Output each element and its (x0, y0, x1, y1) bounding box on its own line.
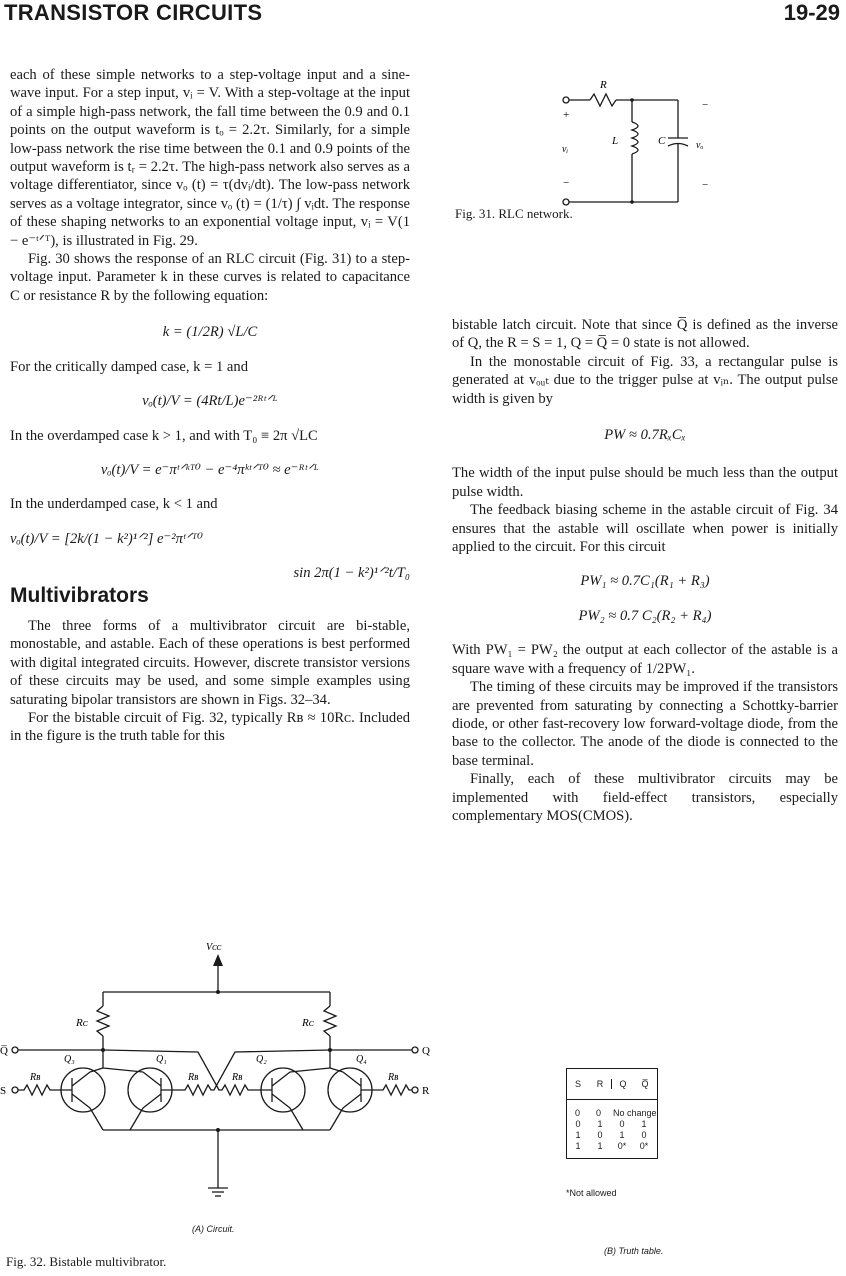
equation: PW₂ ≈ 0.7 C₂(R₂ + R₄) (578, 607, 712, 624)
table-cell: 0 (596, 1108, 602, 1118)
table-row (567, 1119, 657, 1130)
plus-sign: + (563, 109, 570, 121)
paragraph: The timing of these circuits may be improved if the transistors are prevented from saturating by connecting a Schottky-barrier diode, or other fast-recovery low forward-voltage diode, from the base to the collector. The anode of the diode is connected to the base terminal. (452, 679, 838, 769)
table-cell: 0* (617, 1141, 627, 1151)
bistable-circuit-figure (0, 940, 440, 1210)
paragraph: In the underdamped case, k < 1 and (10, 496, 218, 513)
equation: vₒ(t)/V = [2k/(1 − k²)¹ᐟ²] e⁻²πᵗᐟᵀ⁰ (10, 530, 204, 547)
table-row (567, 1130, 657, 1141)
inductor-label: L (612, 135, 619, 147)
table-cell: 1 (597, 1141, 603, 1151)
paragraph: each of these simple networks to a step-voltage input and a sine-wave input. For a step input, vᵢ = V. With a step-voltage at the input of a simple high-pass network, the fall time between the 0.9 and 0.1 points on the output waveform is tₒ = 2.2τ. Similarly, for a simple low-pass network the rise time between the 0.1 and 0.9 points of the output waveform is tᵣ = 2.2τ. The high-pass network also serves as a voltage differentiator, since vₒ (t) = τ(dvᵢ/dt). The low-pass network serves as a voltage integrator, since vₒ (t) = (1/τ) ∫ vᵢdt. The response of these shaping networks to an exponential voltage input, vᵢ = V(1 − e⁻ᵗᐟᵀ), is illustrated in Fig. 29. (10, 67, 410, 249)
section-heading: Multivibrators (10, 583, 149, 607)
paragraph: The feedback biasing scheme in the astable circuit of Fig. 34 ensures that the astable will oscillate when power is initially applied to the circuit. For this circuit (452, 502, 838, 556)
input-voltage-label: vᵢ (562, 144, 569, 155)
table-header-cell: S (574, 1079, 581, 1089)
paragraph: For the critically damped case, k = 1 and (10, 358, 249, 375)
capacitor-label: C (658, 135, 666, 147)
table-cell: 0 (575, 1108, 581, 1118)
running-header-title: TRANSISTOR CIRCUITS (4, 0, 263, 25)
rb-label: Rʙ (232, 1072, 243, 1083)
minus-sign: − (563, 177, 570, 189)
table-cell: No change (613, 1108, 657, 1118)
resistor-label: R (600, 79, 607, 91)
rlc-network-figure (560, 78, 740, 213)
table-cell: 1 (597, 1119, 603, 1129)
left-column (10, 66, 410, 746)
equation: PW ≈ 0.7RₓCₓ (604, 427, 686, 444)
truth-table-subcaption: (B) Truth table. (604, 1246, 664, 1256)
table-cell: 1 (575, 1141, 581, 1151)
table-cell: 0 (641, 1130, 647, 1140)
truth-table-body (567, 1100, 657, 1158)
paragraph: The three forms of a multivibrator circuit are bi-stable, monostable, and astable. Each of these operations is best performed with digital integrated circuits. However, discrete transistor versions of these circuits may be used, and some simple examples using saturating bipolar transistors are shown in Figs. 32–34. (10, 617, 410, 708)
paragraph: For the bistable circuit of Fig. 32, typically Rʙ ≈ 10Rᴄ. Included in the figure is the truth table for this (10, 709, 410, 745)
q3-label: Q₃ (64, 1054, 75, 1065)
q1-label: Q₁ (156, 1054, 167, 1065)
figure-32-caption: Fig. 32. Bistable multivibrator. (6, 1254, 167, 1269)
equation: k = (1/2R) √L/C (162, 324, 258, 341)
r-terminal-label: R (422, 1085, 430, 1097)
table-row (567, 1108, 657, 1119)
s-terminal-label: S (0, 1085, 7, 1097)
table-cell: 0 (597, 1130, 603, 1140)
rb-label: Rʙ (188, 1072, 199, 1083)
minus-sign: − (702, 99, 709, 111)
output-voltage-label: vₒ (696, 140, 704, 151)
paragraph: With PW₁ = PW₂ the output at each collector of the astable is a square wave with a frequency of 1/2PW₁. (452, 642, 838, 677)
equation: vₒ(t)/V = (4Rt/L)e⁻²ᴿᵗᐟᴸ (142, 393, 278, 410)
page-number: 19-29 (783, 0, 840, 25)
table-cell: 1 (575, 1130, 581, 1140)
paragraph: Finally, each of these multivibrator circuits may be implemented with field-effect transistors, especially complementary MOS(CMOS). (452, 771, 838, 824)
table-cell: 1 (641, 1119, 647, 1129)
q2-label: Q₂ (256, 1054, 267, 1065)
q4-label: Q₄ (356, 1054, 367, 1065)
figure-31-caption: Fig. 31. RLC network. (455, 206, 573, 221)
minus-sign: − (702, 179, 709, 191)
paragraph: bistable latch circuit. Note that since Q̅ is defined as the inverse of Q, the R = S = 1, Q = Q̅ = 0 state is not allowed. (452, 317, 838, 352)
truth-table-footnote: *Not allowed (566, 1188, 617, 1198)
right-column (452, 316, 838, 825)
table-cell: 0* (639, 1141, 649, 1151)
circuit-subcaption: (A) Circuit. (192, 1224, 235, 1234)
paragraph: The width of the input pulse should be much less than the output pulse width. (452, 465, 838, 500)
table-cell: 0 (575, 1119, 581, 1129)
rc-label: Rᴄ (302, 1017, 314, 1029)
table-cell: 0 (619, 1119, 625, 1129)
equation: sin 2π(1 − k²)¹ᐟ²t/T₀ (293, 565, 410, 582)
equation: vₒ(t)/V = e⁻πᵗᐟᵏᵀ⁰ − e⁻⁴πᵏᵗᐟᵀ⁰ ≈ e⁻ᴿᵗᐟᴸ (100, 461, 320, 478)
table-header-cell: R (589, 1079, 612, 1089)
equation: PW₁ ≈ 0.7C₁(R₁ + R₃) (580, 573, 710, 590)
table-cell: 1 (619, 1130, 625, 1140)
rc-label: Rᴄ (76, 1017, 88, 1029)
qbar-terminal-label: Q̅ (0, 1045, 8, 1057)
vcc-label: Vᴄᴄ (206, 942, 222, 953)
table-header-cell: Q̅ (641, 1079, 649, 1089)
paragraph: Fig. 30 shows the response of an RLC circuit (Fig. 31) to a step-voltage input. Parameter k in these curves is related to capacitance C or resistance R by the following equation: (10, 251, 410, 304)
paragraph: In the monostable circuit of Fig. 33, a rectangular pulse is generated at vₒᵤₜ due to the trigger pulse at vᵢₙ. The output pulse width is given by (452, 353, 838, 407)
table-row (567, 1141, 657, 1152)
paragraph: In the overdamped case k > 1, and with T₀ ≡ 2π √LC (10, 427, 318, 444)
table-header-cell: Q (619, 1079, 627, 1089)
truth-table-header (567, 1069, 657, 1100)
truth-table (566, 1068, 658, 1159)
rb-label: Rʙ (30, 1072, 41, 1083)
rb-label: Rʙ (388, 1072, 399, 1083)
q-terminal-label: Q (422, 1045, 430, 1057)
